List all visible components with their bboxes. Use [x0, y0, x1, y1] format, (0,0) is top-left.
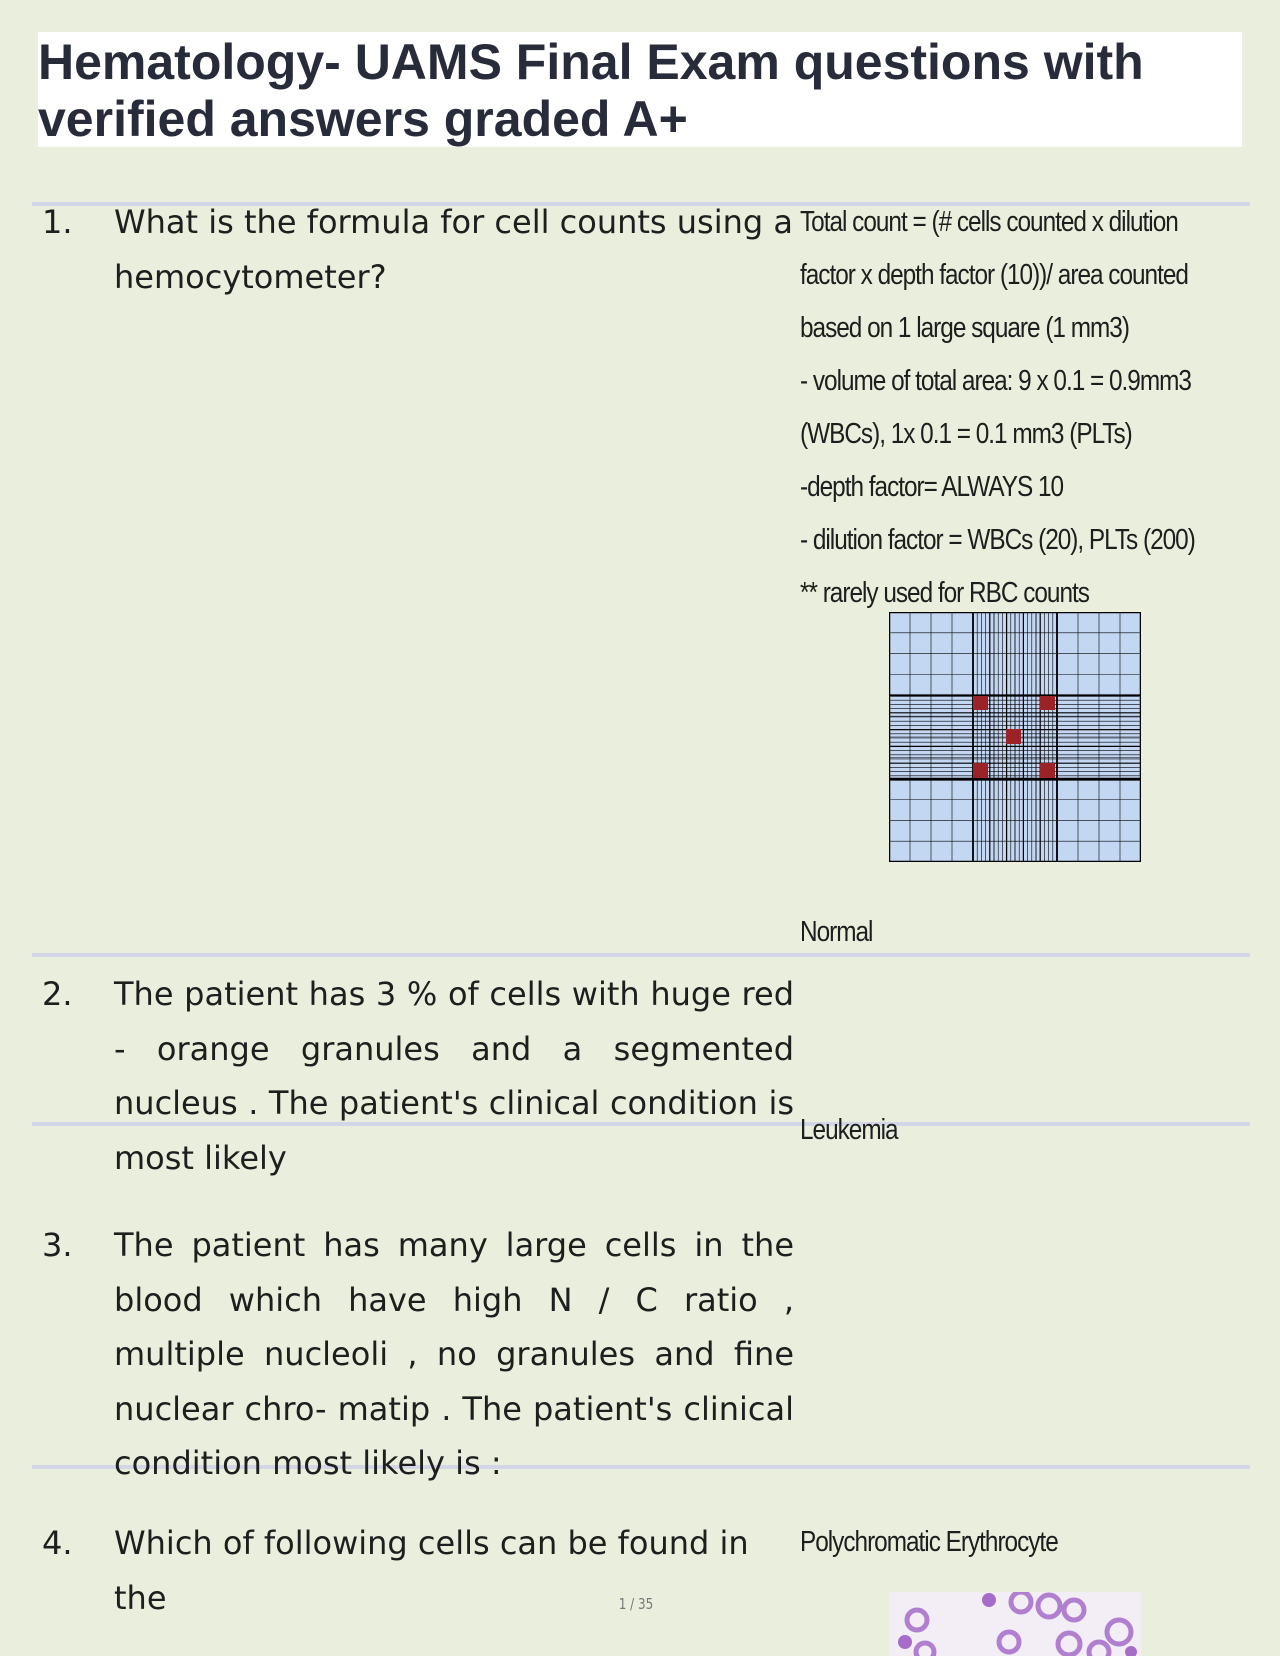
counting-square — [1040, 696, 1055, 710]
counting-square — [1006, 729, 1021, 744]
answer-polychromatic: Polychromatic Erythrocyte — [800, 1526, 1058, 1558]
page-title — [38, 34, 1144, 148]
question-text: The patient has 3 % of cells with huge red - orange granules and a segmented nucleus . The patient's clinical condition is most likely — [114, 975, 794, 1177]
question-number: 4. — [42, 1524, 73, 1562]
answer-line: Total count = (# cells counted x dilution — [800, 206, 1178, 238]
page-indicator: 1 / 35 — [618, 1595, 654, 1613]
answer-line: factor x depth factor (10))/ area counted — [800, 259, 1188, 291]
cell — [898, 1635, 912, 1649]
answer-line: based on 1 large square (1 mm3) — [800, 312, 1129, 344]
question-number: 1. — [42, 203, 73, 241]
title-line-1: Hematology- UAMS Final Exam questions with — [38, 34, 1144, 90]
title-box — [38, 32, 1242, 147]
answer-line: - volume of total area: 9 x 0.1 = 0.9mm3 — [800, 365, 1191, 397]
cell — [982, 1593, 996, 1607]
counting-square — [1040, 763, 1055, 778]
counting-square — [973, 763, 988, 778]
hemocytometer-grid-image — [889, 612, 1141, 862]
answer-line: -depth factor= ALWAYS 10 — [800, 471, 1064, 503]
answer-line: ** rarely used for RBC counts — [800, 577, 1089, 609]
title-line-2: verified answers graded A+ — [38, 91, 688, 147]
question-number: 3. — [42, 1226, 73, 1264]
counting-square — [973, 696, 988, 710]
question-text: What is the formula for cell counts using a hemocytometer? — [114, 203, 793, 296]
blood-smear-image — [889, 1592, 1141, 1656]
answer-line: - dilution factor = WBCs (20), PLTs (200) — [800, 524, 1195, 556]
answer-text — [800, 1516, 1260, 1569]
answer-block — [800, 196, 1260, 620]
answer-normal: Normal — [800, 916, 873, 948]
answer-leukemia: Leukemia — [800, 1114, 898, 1146]
answer-text — [800, 906, 1260, 959]
answer-text — [800, 1104, 1260, 1157]
question-number: 2. — [42, 975, 73, 1013]
answer-line: (WBCs), 1x 0.1 = 0.1 mm3 (PLTs) — [800, 418, 1132, 450]
question-text: The patient has many large cells in the blood which have high N / C ratio , multiple nucleoli , no granules and fine nuclear chro- matip . The patient's clinical condition most likely is : — [114, 1226, 794, 1482]
question-text: Which of following cells can be found in the — [114, 1524, 749, 1617]
